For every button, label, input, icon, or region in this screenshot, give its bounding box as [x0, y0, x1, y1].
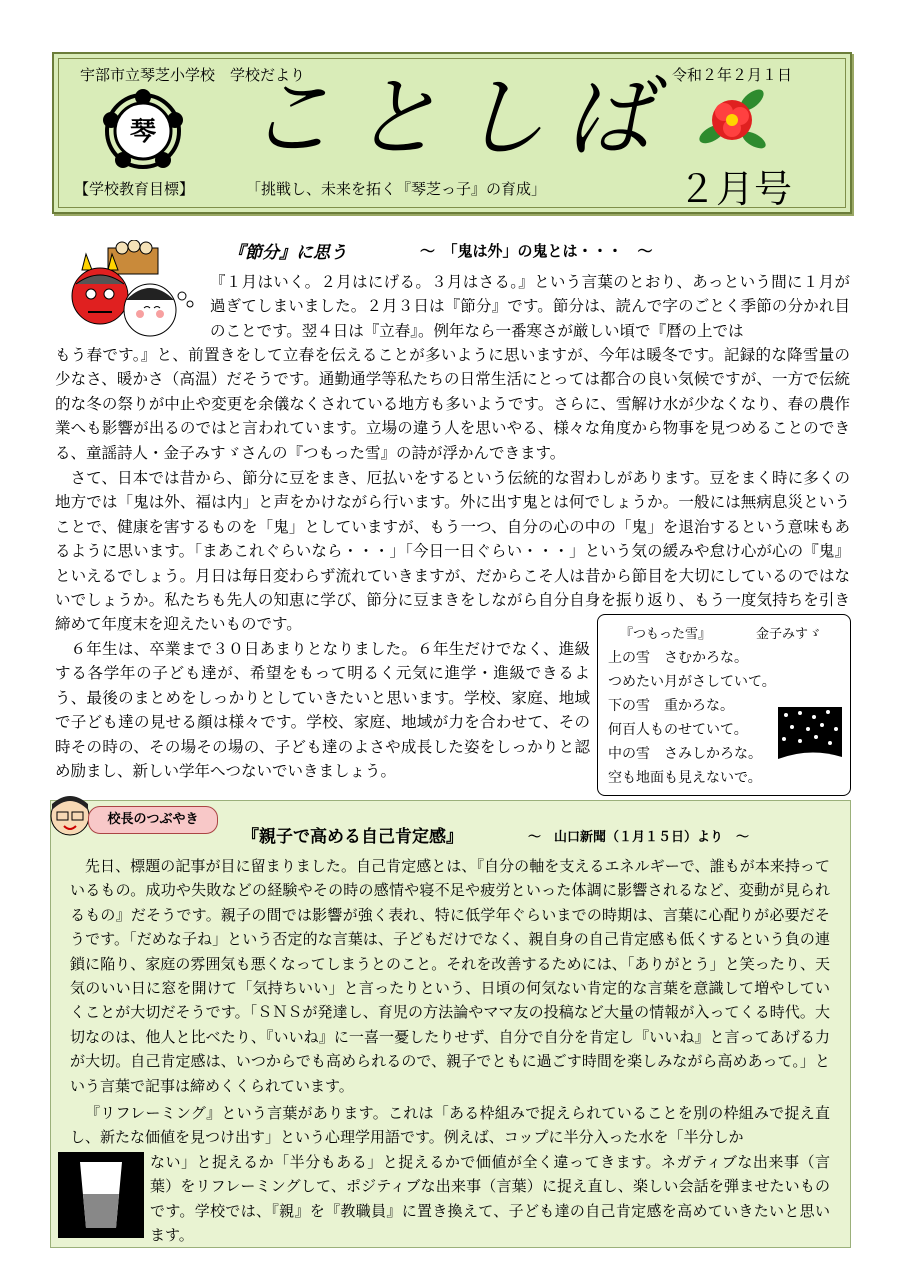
- poem-line: 上の雪 さむかろな。: [608, 650, 748, 666]
- school-emblem-icon: [100, 88, 186, 174]
- poem-title: 『つもった雪』: [620, 627, 712, 642]
- section2-paragraph-1: 先日、標題の記事が目に留まりました。自己肯定感とは、『自分の軸を支えるエネルギーで、誰もが本来持っているもの。成功や失敗などの経験やその時の感情や寝不足や疲労といった体調に影響されるなど、変動が見られるもの』だそうです。親子の間では影響が強く表れ、特に低学年ぐらいまでの時期は、言葉に心配りが必要だそうです。「だめな子ね」という否定的な言葉は、子どもだけでなく、親自身の自己肯定感も低くするという負の連鎖に陥り、家庭の雰囲気も悪くなってしまうとのこと。それを改善するためには、「ありがとう」と笑ったり、天気のいい日に窓を開けて「気持ちいい」と言ったりという、日頃の何気ない肯定的な言葉を意識して増やしていくことが大切だそうです。「ＳＮＳが発達し、育児の方法論やママ友の投稿など大量の情報が入ってくる時代。大切なのは、他人と比べたり、『いいね』に一喜一憂したりせず、自分で自分を肯定し『いいね』と言ってあげる力が大切。自己肯定感は、いつからでも高められるので、親子でともに過ごす時間を楽しみながら高めあって。」という言葉で記事は締めくくられています。: [70, 857, 830, 1095]
- newsletter-title: ことしば: [246, 66, 671, 169]
- issue-date: 令和２年２月１日: [672, 66, 793, 84]
- goal-label: 【学校教育目標】: [74, 180, 195, 198]
- section2-paragraph-2: 『リフレーミング』という言葉があります。これは「ある枠組みで捉えられていることを別の枠組みで捉え直し、新たな価値を見つけ出す」という心理学用語です。例えば、コップに半分入った水を「半分しか: [70, 1104, 830, 1147]
- section1-paragraph-1: 『１月はいく。２月はにげる。３月はさる。』という言葉のとおり、あっという間に１月が過ぎてしまいました。２月３日は『節分』です。節分は、読んで字のごとく季節の分かれ目のことです。翌４日は『立春』。例年なら一番寒さが厳しい頃で『暦の上では: [210, 273, 850, 340]
- section1-paragraph-3: ６年生は、卒業まで３０日あまりとなりました。６年生だけでなく、進級する各学年の子ども達が、希望をもって明るく元気に進学・進級できるよう、最後のまとめをしっかりとしていきたいと思います。学校、家庭、地域で子ども達の見せる顔は様々です。学校、家庭、地域が力を合わせて、その時その時の、その場その場の、子ども達のよさや成長した姿をしっかりと認め励まし、新しい学年へつないでいきましょう。: [55, 640, 590, 781]
- poem-line: つめたい月がさしていて。: [608, 674, 776, 690]
- principal-portrait-icon: [48, 790, 92, 838]
- section1-title: 『節分』に思う: [228, 243, 347, 263]
- poem-line: 何百人ものせていて。: [608, 722, 748, 738]
- school-name: 宇部市立琴芝小学校 学校だより: [80, 66, 306, 84]
- principal-column-badge: 校長のつぶやき: [88, 806, 218, 834]
- section1-paragraph-2: さて、日本では昔から、節分に豆をまき、厄払いをするという伝統的な習わしがあります。豆をまく時に多くの地方では「鬼は外、福は内」と声をかけながら行います。外に出す鬼とは何でしょうか。一般には無病息災ということで、健康を害するものを「鬼」としていますが、もう一つ、自分の心の中の「鬼」を退治するという意味もあるように思います。「まあこれぐらいなら・・・」「今日一日ぐらい・・・」という気の緩みや怠け心が心の『鬼』といえるでしょう。月日は毎日変わらず流れていきますが、だからこそ人は昔から節目を大切にしているのではないでしょうか。私たちも先人の知恵に学び、節分に豆まきをしながら自分自身を振り返り、もう一度気持ちを引き締めて年度末を迎えたいものです。: [55, 469, 850, 634]
- section2-title: 『親子で高める自己肯定感』: [242, 827, 463, 847]
- svg-text:琴: 琴: [129, 117, 157, 147]
- poem-line: 中の雪 さみしかろな。: [608, 746, 762, 762]
- section1-paragraph-1-continued: もう春です。』と、前置きをして立春を伝えることが多いように思いますが、今年は暖冬です。記録的な降雪量の少なさ、暖かさ（高温）だそうです。通勤通学等私たちの日常生活にとっては都合の良い気候ですが、一方で伝統的な冬の祭りが中止や変更を余儀なくされている地方も多いようです。さらに、雪解け水が少なくなり、春の農作業へも影響が出るのではと言われています。立場の違う人を思いやる、様々な角度から物事を見つめることのできる、童謡詩人・金子みすゞさんの『つもった雪』の詩が浮かんできます。: [55, 346, 850, 462]
- camellia-flower-icon: [694, 82, 770, 158]
- poem-line: 下の雪 重かろな。: [608, 698, 734, 714]
- poem-author: 金子みすゞ: [756, 627, 822, 642]
- poem-box: [597, 614, 851, 796]
- poem-line: 空も地面も見えないで。: [608, 770, 762, 786]
- section2-paragraph-2-continued: ない」と捉えるか「半分もある」と捉えるかで価値が全く違ってきます。ネガティブな出来事（言葉）をリフレーミングして、ポジティブな出来事（言葉）に捉え直し、楽しい会話を弾ませたいものです。学校では、『親』を『教職員』に置き換えて、子ども達の自己肯定感を高めていきたいと思います。: [150, 1153, 830, 1245]
- section2-subtitle: ～ 山口新聞（１月１５日）より ～: [528, 830, 750, 845]
- snow-night-illustration-icon: [778, 707, 842, 767]
- oni-and-okame-illustration-icon: [64, 240, 204, 340]
- half-glass-of-water-icon: [58, 1152, 144, 1238]
- issue-number: ２月号: [678, 167, 793, 211]
- newsletter-header: [52, 52, 852, 214]
- goal-text: 「挑戦し、未来を拓く『琴芝っ子』の育成」: [246, 180, 547, 198]
- section1-subtitle: ～ 「鬼は外」の鬼とは・・・ ～: [420, 242, 653, 260]
